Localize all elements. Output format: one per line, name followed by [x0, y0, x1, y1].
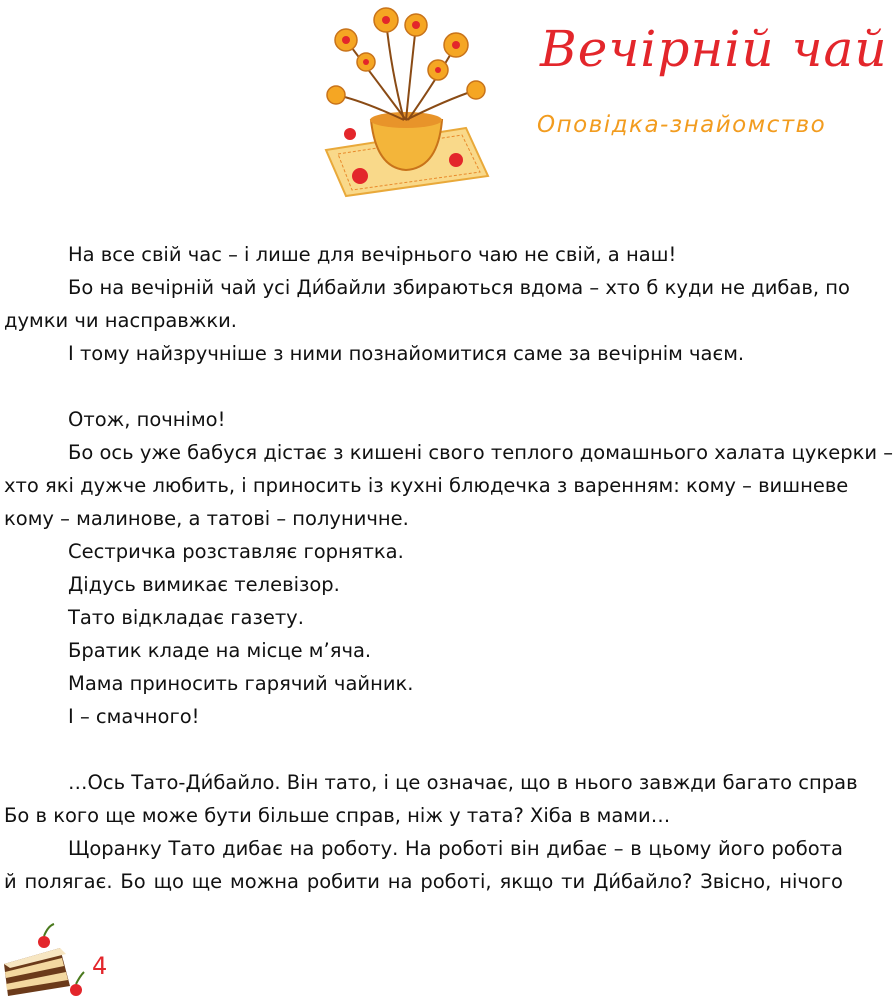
paragraph-line: кому – малинове, а татові – полуничне.	[4, 507, 409, 530]
paragraph-line: Дідусь вимикає телевізор.	[68, 573, 340, 596]
paragraph-line: Братик кладе на місце м’яча.	[68, 639, 372, 662]
paragraph-line: Щоранку Тато дибає на роботу. На роботі він дибає – в цьому його робота	[68, 837, 843, 860]
paragraph-line: Бо ось уже бабуся дістає з кишені свого теплого домашнього халата цукерки –	[68, 441, 893, 464]
cake-slice-illustration	[0, 920, 88, 1000]
paragraph-line: Бо на вечірній чай усі Ди́байли збираються вдома – хто б куди не дибав, по	[68, 276, 850, 299]
paragraph-line: Сестричка розставляє горнятка.	[68, 540, 404, 563]
paragraph-line: й полягає. Бо що ще можна робити на роботі, якщо ти Ди́байло? Звісно, нічого	[4, 870, 843, 893]
page-subtitle: Оповідка-знайомство	[537, 112, 827, 138]
paragraph-line: І тому найзручніше з ними познайомитися саме за вечірнім чаєм.	[68, 342, 745, 365]
paragraph-line: думки чи насправжки.	[4, 309, 237, 332]
flower-pot-illustration	[316, 0, 491, 200]
page-title: Вечірній чай	[540, 20, 888, 78]
paragraph-line: На все свій час – і лише для вечірнього чаю не свій, а наш!	[68, 243, 677, 266]
paragraph-line: Отож, почнімо!	[68, 408, 226, 431]
page-number: 4	[92, 952, 108, 980]
story-text	[0, 238, 893, 898]
paragraph-line: Тато відкладає газету.	[68, 606, 304, 629]
paragraph-line: І – смачного!	[68, 705, 200, 728]
paragraph-line: Мама приносить гарячий чайник.	[68, 672, 414, 695]
paragraph-line: Бо в кого ще може бути більше справ, ніж у тата? Хіба в мами…	[4, 804, 671, 827]
paragraph-line: …Ось Тато-Ди́байло. Він тато, і це означає, що в нього завжди багато справ	[68, 771, 858, 794]
paragraph-line: хто які дужче любить, і приносить із кухні блюдечка з варенням: кому – вишневе	[4, 474, 849, 497]
